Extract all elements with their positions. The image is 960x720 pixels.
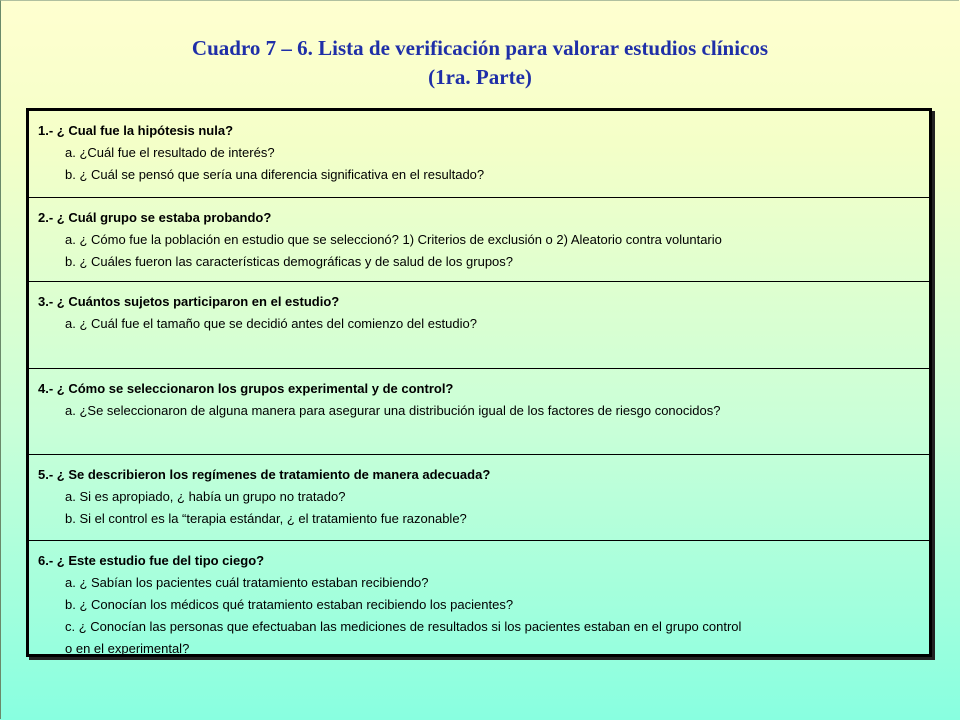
question-2-item-b: b. ¿ Cuáles fueron las características demográficas y de salud de los grupos? — [65, 254, 514, 269]
question-4-item-a: a. ¿Se seleccionaron de alguna manera para asegurar una distribución igual de los factores de riesgo conocidos? — [65, 403, 721, 418]
question-5-item-a: a. Si es apropiado, ¿ había un grupo no tratado? — [65, 489, 346, 504]
question-5: 5.- ¿ Se describieron los regímenes de tratamiento de manera adecuada? — [38, 467, 491, 482]
question-6-item-a: a. ¿ Sabían los pacientes cuál tratamiento estaban recibiendo? — [65, 575, 429, 590]
question-6-item-c: c. ¿ Conocían las personas que efectuaban las mediciones de resultados si los pacientes estaban en el grupo control — [65, 619, 742, 634]
question-6: 6.- ¿ Este estudio fue del tipo ciego? — [38, 553, 265, 568]
question-2-item-a: a. ¿ Cómo fue la población en estudio que se seleccionó? 1) Criterios de exclusión o 2) Aleatorio contra voluntario — [65, 232, 722, 247]
question-1-item-b: b. ¿ Cuál se pensó que sería una diferencia significativa en el resultado? — [65, 167, 485, 182]
checklist-row-6 — [29, 541, 929, 654]
checklist-table — [26, 108, 932, 657]
question-3: 3.- ¿ Cuántos sujetos participaron en el estudio? — [38, 294, 340, 309]
title-line-1: Cuadro 7 – 6. Lista de verificación para valorar estudios clínicos — [191, 36, 769, 60]
question-4: 4.- ¿ Cómo se seleccionaron los grupos experimental y de control? — [38, 381, 454, 396]
question-6-item-b: b. ¿ Conocían los médicos qué tratamiento estaban recibiendo los pacientes? — [65, 597, 514, 612]
checklist-row-5 — [29, 455, 929, 541]
checklist-row-4 — [29, 369, 929, 455]
question-1: 1.- ¿ Cual fue la hipótesis nula? — [38, 123, 234, 138]
checklist-row-1 — [29, 111, 929, 198]
checklist-row-3 — [29, 282, 929, 369]
page-title — [0, 34, 960, 92]
question-3-item-a: a. ¿ Cuál fue el tamaño que se decidió antes del comienzo del estudio? — [65, 316, 477, 331]
checklist-row-2 — [29, 198, 929, 282]
question-2: 2.- ¿ Cuál grupo se estaba probando? — [38, 210, 272, 225]
title-line-2: (1ra. Parte) — [428, 65, 532, 89]
question-1-item-a: a. ¿Cuál fue el resultado de interés? — [65, 145, 275, 160]
question-5-item-b: b. Si el control es la “terapia estándar, ¿ el tratamiento fue razonable? — [65, 511, 467, 526]
question-6-item-c-continued: o en el experimental? — [65, 641, 190, 656]
